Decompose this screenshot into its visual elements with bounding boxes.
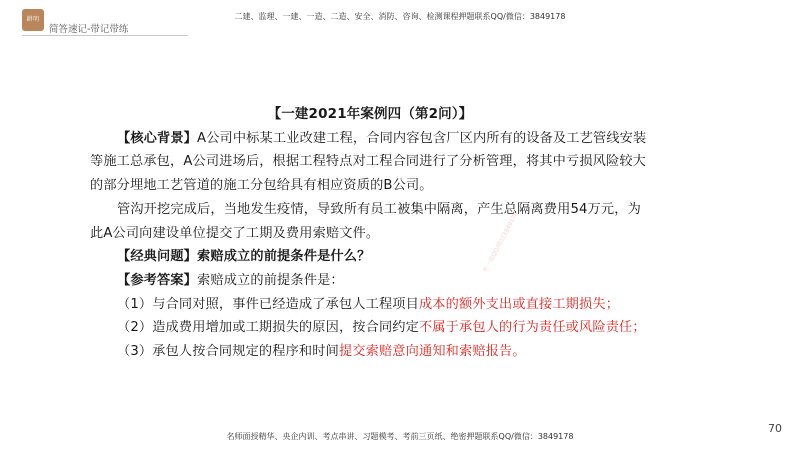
page-number: 70: [768, 422, 782, 435]
answer-item-2: [90, 316, 650, 340]
answer-item-1: [90, 293, 650, 317]
answer-intro-paragraph: [90, 269, 650, 293]
brand-logo: 耕明: [22, 9, 44, 31]
header-contact-text: 二建、监理、一建、一造、二造、安全、消防、咨询、检测课程押题联系QQ/微信：3849178: [234, 12, 566, 21]
question-label: 【经典问题】: [117, 249, 198, 265]
question-paragraph: [90, 245, 650, 269]
case-title: 【一建2021年案例四（第2问）】: [267, 106, 473, 122]
header-divider: [22, 35, 188, 36]
background-paragraph-1: [90, 127, 650, 198]
watermark-text: 考一建QQ/微信3849178: [481, 210, 520, 275]
background-text-1: A公司中标某工业改建工程，合同内容包含厂区内所有的设备及工艺管线安装等施工总承包，A公司进场后，根据工程特点对工程合同进行了分析管理，将其中亏损风险较大的部分埋地工艺管道的施工分包给具有相应资质的B公司。: [90, 130, 647, 194]
answer-item-text: （1）与合同对照，事件已经造成了承包人工程项目: [117, 296, 419, 312]
background-label: 【核心背景】: [117, 130, 198, 146]
answer-item-highlight: 提交索赔意向通知和索赔报告。: [338, 344, 526, 360]
footer-contact-text: 名师面授精华、央企内训、考点串讲、习题模考、考前三页纸、绝密押题联系QQ/微信：3849178: [226, 432, 574, 441]
answer-item-3: [90, 340, 650, 364]
question-text: 索赔成立的前提条件是什么？: [197, 249, 371, 265]
answer-label: 【参考答案】: [117, 272, 198, 288]
course-label: 简答速记-带记带练: [49, 24, 129, 35]
answer-intro: 索赔成立的前提条件是：: [197, 272, 344, 288]
background-paragraph-2: [90, 198, 650, 245]
answer-item-highlight: 不属于承包人的行为责任或风险责任；: [418, 320, 646, 336]
background-text-2: 管沟开挖完成后，当地发生疫情，导致所有员工被集中隔离，产生总隔离费用54万元，为此A公司向建设单位提交了工期及费用索赔文件。: [90, 201, 641, 241]
answer-item-text: （3）承包人按合同规定的程序和时间: [117, 344, 339, 360]
answer-item-highlight: 成本的额外支出或直接工期损失；: [418, 296, 620, 312]
slide-content: [90, 103, 650, 364]
answer-item-text: （2）造成费用增加或工期损失的原因，按合同约定: [117, 320, 419, 336]
